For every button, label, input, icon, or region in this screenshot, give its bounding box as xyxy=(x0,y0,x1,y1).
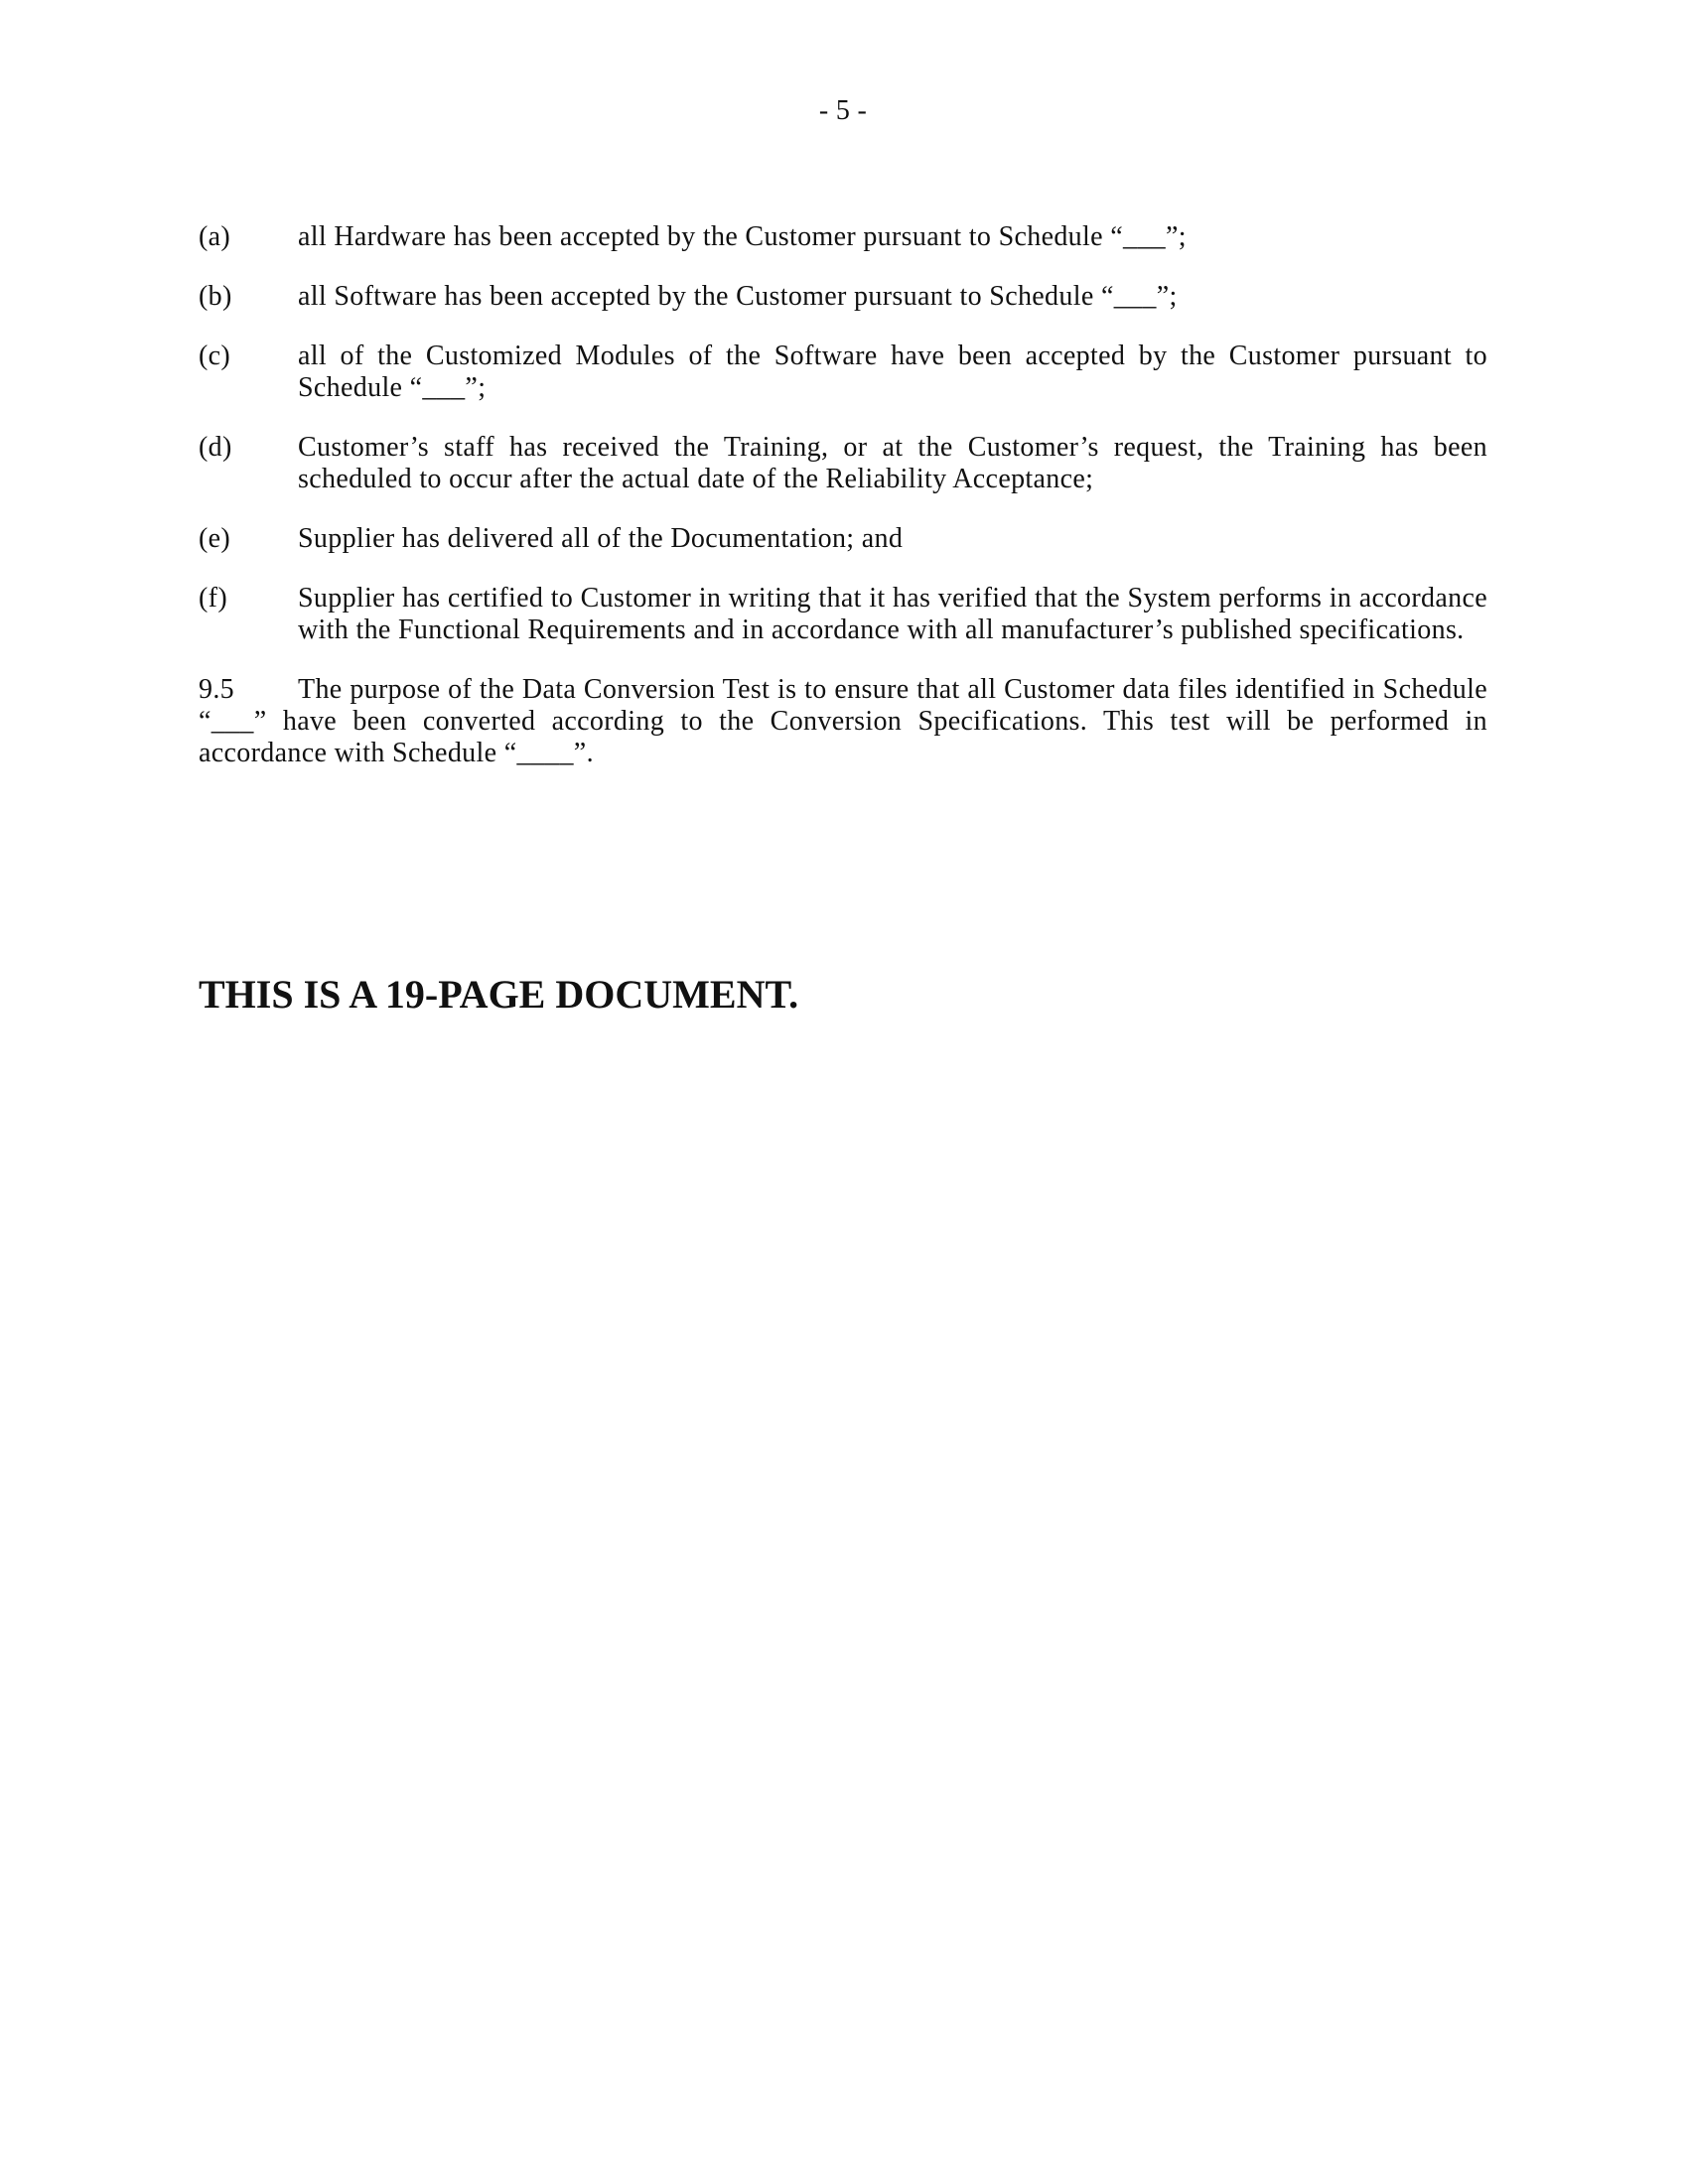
clause-item-d xyxy=(199,432,1487,495)
section-9-5 xyxy=(199,674,1487,769)
clause-text: Supplier has certified to Customer in writing that it has verified that the System performs in accordance with the Functional Requirements and in accordance with all manufacturer’s published specifications. xyxy=(298,583,1487,645)
clause-label: (e) xyxy=(199,523,231,554)
page-count-notice: THIS IS A 19-PAGE DOCUMENT. xyxy=(199,972,799,1017)
clause-item-e xyxy=(199,523,1487,555)
clause-item-a xyxy=(199,221,1487,253)
clause-text: all of the Customized Modules of the Software have been accepted by the Customer pursuant to Schedule “___”; xyxy=(298,341,1487,403)
section-number: 9.5 xyxy=(199,674,235,705)
clause-item-c xyxy=(199,341,1487,404)
section-text: The purpose of the Data Conversion Test is to ensure that all Customer data files identified in Schedule “___” have been converted according to the Conversion Specifications. This test will be performed in accordance with Schedule “____”. xyxy=(199,674,1487,768)
clause-label: (c) xyxy=(199,341,231,371)
clause-label: (a) xyxy=(199,221,231,252)
clause-text: all Software has been accepted by the Customer pursuant to Schedule “___”; xyxy=(298,281,1178,312)
clause-list xyxy=(199,221,1487,646)
clause-item-b xyxy=(199,281,1487,313)
clause-label: (f) xyxy=(199,583,227,614)
clause-item-f xyxy=(199,583,1487,646)
clause-text: Supplier has delivered all of the Documentation; and xyxy=(298,523,904,554)
page-number: - 5 - xyxy=(818,95,868,126)
clause-label: (b) xyxy=(199,281,232,312)
document-body xyxy=(0,0,1688,1017)
clause-text: all Hardware has been accepted by the Customer pursuant to Schedule “___”; xyxy=(298,221,1187,252)
clause-text: Customer’s staff has received the Training, or at the Customer’s request, the Training has been scheduled to occur after the actual date of the Reliability Acceptance; xyxy=(298,432,1487,494)
clause-label: (d) xyxy=(199,432,232,463)
